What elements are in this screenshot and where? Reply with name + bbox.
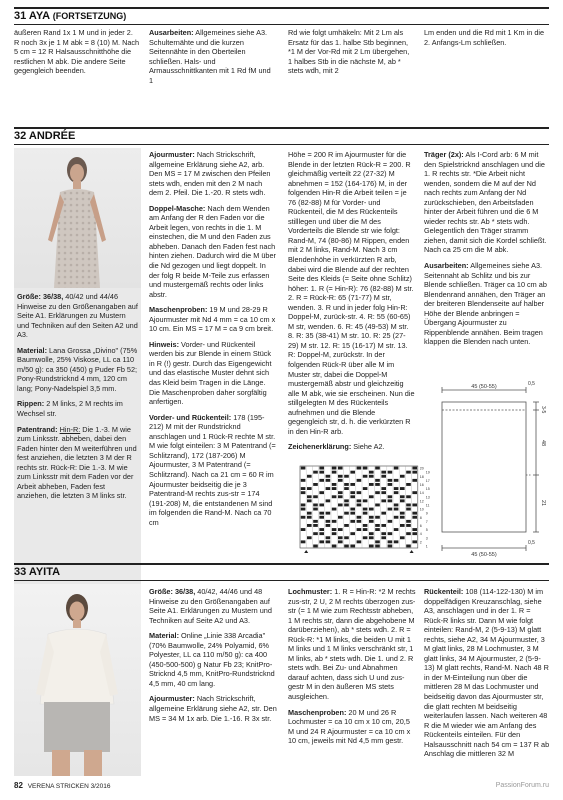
chart-cell — [375, 467, 380, 470]
chart-cell — [406, 504, 411, 507]
andree-column-4 — [424, 150, 550, 353]
chart-cell — [357, 491, 362, 494]
chart-row-number-odd: 5 — [425, 528, 428, 533]
section-31-column-2 — [149, 28, 275, 91]
schematic-top-width: 45 (50-55) — [471, 384, 497, 390]
chart-cell — [307, 516, 312, 519]
chart-cell — [326, 475, 331, 478]
chart-cell — [388, 483, 393, 486]
chart-cell — [369, 532, 374, 535]
chart-cell — [350, 495, 355, 498]
andree-label: Ajourmuster: — [149, 150, 195, 159]
chart-cell — [406, 532, 411, 535]
chart-cell — [344, 499, 349, 502]
ayita-maschenproben-text: 20 M und 26 R Lochmuster = ca 10 cm x 10 cm, 20,5 M und 24 R Ajourmuster = ca 10 cm x 10 cm, jeweils mit Nd 4,5 mm gestr. — [288, 707, 411, 746]
chart-cell — [412, 528, 417, 531]
chart-cell — [301, 504, 306, 507]
chart-cell — [332, 483, 337, 486]
andree-text: Nach Strickschrift, allgemeine Erklärung siehe A2, arb. Den MS = 17 M zwischen den Pfeilen stets wdh, enden mit den 2 M nach dem 2. Pfeil. Die 1.-20. R stets wdh. — [149, 150, 271, 198]
page-footer — [14, 782, 314, 791]
watermark: PassionForum.ru — [495, 782, 549, 789]
chart-cell — [301, 528, 306, 531]
andree-text: 19 M und 28-29 R Ajourmuster mit Nd 4 mm = ca 10 cm x 10 cm. Ein MS = 17 M = ca 9 cm breit. — [149, 305, 276, 334]
chart-cell — [357, 516, 362, 519]
chart-cell — [326, 499, 331, 502]
chart-cell — [388, 471, 393, 474]
chart-cell — [388, 508, 393, 511]
chart-cell — [301, 516, 306, 519]
chart-cell — [375, 524, 380, 527]
chart-cell — [412, 512, 417, 515]
andree-column-2 — [149, 150, 277, 533]
chart-row-number-odd: 19 — [425, 470, 430, 475]
chart-cell — [406, 483, 411, 486]
chart-cell — [375, 504, 380, 507]
chart-cell — [394, 479, 399, 482]
chart-cell — [412, 532, 417, 535]
chart-cell — [307, 475, 312, 478]
chart-cell — [338, 504, 343, 507]
chart-cell — [319, 528, 324, 531]
chart-cell — [375, 528, 380, 531]
chart-cell — [313, 495, 318, 498]
ayita-text: Online „Linie 338 Arcadia" (70% Baumwolle, 24% Polyamid, 6% Polyester, LL ca 110 m/50 g): ca 400 (450-500-500) g Natur Fb 23; KnitPro-Stricknd 4,5 mm, KnitPro-Rundstricknd 4,5 mm, 40 cm lang. — [149, 631, 275, 688]
traeger-text: Als I-Cord arb: 6 M mit den Spielstricknd anschlagen und die 1. R rechts str. *Die Arbeit nicht wenden, sondern die M auf der Nd nach rechts zum Anfang der Nd zurückschieben, den Arbeitsfaden hinter der Arbeit führen und die 6 M wieder rechts str. Ab * stets wdh. Gelegentlich den Träger stramm ziehen, damit sich die Kordel schließt. Nach ca 25 cm die M abk. — [424, 150, 547, 255]
dress-schematic — [424, 380, 550, 560]
schematic-height-upper: 48 — [540, 440, 546, 447]
chart-cell — [307, 487, 312, 490]
chart-row-number: 2 — [419, 540, 422, 545]
chart-cell — [375, 491, 380, 494]
chart-cell — [357, 528, 362, 531]
ayita-text: Nach Strickschrift, allgemeine Erklärung siehe A2, str. Den MS = 34 M 1x arb. Die 1.-16. R 3x str. — [149, 694, 277, 723]
chart-cell — [301, 491, 306, 494]
andree-paragraph — [149, 340, 277, 407]
chart-cell — [381, 487, 386, 490]
chart-cell — [412, 516, 417, 519]
chart-cell — [363, 487, 368, 490]
chart-cell — [381, 536, 386, 539]
rueckenteil-label: Rückenteil: — [424, 587, 464, 596]
chart-cell — [381, 499, 386, 502]
chart-cell — [338, 516, 343, 519]
chart-cell — [363, 508, 368, 511]
andree-paragraph — [149, 204, 277, 299]
chart-cell — [357, 467, 362, 470]
section-31-text-4: Lm enden und die Rd mit 1 Km in die 2. Anfangs-Lm schließen. — [424, 28, 545, 47]
chart-cell — [301, 479, 306, 482]
chart-cell — [319, 516, 324, 519]
chart-cell — [400, 487, 405, 490]
chart-row-number-odd: 11 — [425, 503, 430, 508]
magazine-name: VERENA STRICKEN 3/2016 — [27, 783, 111, 790]
chart-cell — [381, 512, 386, 515]
chart-row-number: 18 — [419, 474, 424, 479]
andree-text: Nach dem Wenden am Anfang der R den Faden vor die Arbeit legen, von rechts in die 1. M einstechen, die M und den Faden zus abheben. Danach den Faden fest nach hinten ziehen. Dadurch wird die M über die Nd gezogen und liegt doppelt. In der folg R beide M-Teile zus erfassen und mustergemäß rechts oder links abstr. — [149, 203, 276, 299]
chart-cell — [406, 524, 411, 527]
chart-cell — [338, 528, 343, 531]
chart-cell — [350, 471, 355, 474]
andree-label: Doppel-Masche: — [149, 203, 206, 213]
chart-cell — [338, 467, 343, 470]
chart-cell — [307, 536, 312, 539]
chart-cell — [375, 540, 380, 543]
chart-cell — [338, 491, 343, 494]
chart-cell — [313, 504, 318, 507]
chart-cell — [344, 483, 349, 486]
chart-cell — [344, 487, 349, 490]
schematic-bottom-right-value: 0,5 — [528, 540, 535, 546]
chart-cell — [332, 471, 337, 474]
chart-cell — [332, 520, 337, 523]
chart-row-number: 10 — [419, 507, 424, 512]
chart-cell — [313, 508, 318, 511]
section-31-column-4 — [424, 28, 550, 53]
traeger-label: Träger (2x): — [424, 150, 464, 159]
material-text: Lana Grossa „Divino" (75% Baumwolle, 25% Viskose, LL ca 110 m/50 g): ca 350 (450) g Puder Fb 52; Pony-Rundstricknd 4 mm, 120 cm lang; Pony-Nadelspiel 3,5 mm. — [17, 345, 138, 393]
chart-cell — [313, 524, 318, 527]
andree-paragraph — [149, 305, 277, 334]
ausarbeiten-label: Ausarbeiten: — [149, 28, 194, 37]
chart-cell — [363, 524, 368, 527]
section-33-title: AYITA — [28, 566, 61, 578]
andree-text-3: Höhe = 200 R im Ajourmuster für die Blende in der letzten Rück-R = 200. R gleichmäßig verteilt 22 (27-32) M abnehmen = 152 (164-176) M, in der folgenden Hin-R die Arbeit teilen = je 76 (82-88) M für Vorder- und Rückenteil, die M des Rückenteils stilllegen und über die M des Vorderteils die Blende str wie folgt: Rand-M, 74 (80-86) M Rippen, enden mit 2 M links, Rand-M. Nach 3 cm Blendenhöhe in verkürzten R arb, dabei wird die Blende auf der rechten Seite des Kleids (= Seite ohne Schlitz) höher: 1. R (= Hin-R): 76 (82-88) M str. 2. R = Rück-R: 65 (71-77) M str, wenden. 3. R und in jeder folg Hin-R: Doppel-M, zurück-str. 4. R: 55 (60-65) M str, wenden. 6. R: 45 (49-53) M str. 8. R: 35 (38-41) M str. 10. R: 25 (27-29) M str. 12. R: 15 (16-17) M str. 13. R: Doppel-M, zurückstr. In der folgenden Rück-R über alle M im Muster str, dabei die Doppel-M mustergemäß abstr und gleichzeitig alle M abk, wie sie erscheinen. Nun die stillgelegten M des Rückenteils aufnehmen und die Blende gegengleich str, d. h. die verkürzten R in den Hin-R arb. — [288, 150, 415, 436]
section-33-number: 33 — [14, 566, 27, 578]
chart-cell — [406, 508, 411, 511]
andree-column-3 — [288, 150, 416, 458]
schematic-bottom-width: 45 (50-55) — [471, 552, 497, 558]
chart-cell — [319, 471, 324, 474]
chart-repeat-arrow-icon — [304, 550, 308, 553]
rippen-text: 2 M links, 2 M rechts im Wechsel str. — [17, 399, 123, 419]
chart-cell — [388, 479, 393, 482]
chart-cell — [313, 545, 318, 548]
chart-cell — [388, 520, 393, 523]
chart-cell — [326, 540, 331, 543]
chart-cell — [332, 487, 337, 490]
section-33-header — [0, 563, 563, 581]
rueckenteil-text: 108 (114-122-130) M im doppelfädigen Kreuzanschlag, siehe A3, anschlagen und in der 1. R = Rück-R links str. Dann M wie folgt einteilen: Rand-M, 2 (5-9-13) M glatt rechts, siehe A2, 34 M Ajourmuster, 3 M glatt links, 28 M Lochmuster, 3 M glatt links, 34 M Ajourmuster, 2 (5-9-13) M glatt rechts, Rand-M. Nach 48 R in der M-Einteilung nun über die mittleren 28 M das Lochmuster und beidseitig davon das Ajourmuster str, die glatt rechten M beidseitig weiterlaufen lassen. Nach weiteren 48 R die M wieder wie am Anfang des Rückenteils einteilen. Für den Halsausschnitt nach 54 cm = 137 R ab Anschlag die mittleren 32 M — [424, 587, 550, 759]
chart-cell — [301, 508, 306, 511]
chart-cell — [394, 504, 399, 507]
section-32-title: ANDRÉE — [28, 130, 76, 142]
chart-row-number-odd: 15 — [425, 487, 430, 492]
ayita-maschenproben-label: Maschenproben: — [288, 707, 347, 717]
ayita-bold: 36/38, — [172, 587, 196, 596]
material-label: Material: — [17, 345, 48, 355]
chart-cell — [301, 487, 306, 490]
chart-cell — [369, 536, 374, 539]
chart-cell — [381, 475, 386, 478]
andree-info-text — [17, 292, 138, 507]
andree-ausarbeiten-label: Ausarbeiten: — [424, 261, 469, 271]
legend-label: Zeichenerklärung: — [288, 442, 352, 452]
lochmuster-label: Lochmuster: — [288, 587, 333, 596]
schematic-height-lower: 21 — [540, 500, 546, 507]
chart-cell — [369, 545, 374, 548]
chart-cell — [301, 467, 306, 470]
chart-cell — [381, 524, 386, 527]
chart-cell — [332, 528, 337, 531]
chart-cell — [313, 520, 318, 523]
groesse-label: Größe: — [17, 292, 41, 301]
chart-row-number-odd: 3 — [425, 536, 428, 541]
ayita-label: Ajourmuster: — [149, 694, 195, 704]
chart-cell — [357, 504, 362, 507]
chart-cell — [332, 467, 337, 470]
andree-label: Vorder- und Rückenteil: — [149, 412, 232, 422]
chart-cell — [350, 545, 355, 548]
patentrand-label: Patentrand: — [17, 424, 58, 434]
chart-cell — [326, 479, 331, 482]
chart-cell — [369, 495, 374, 498]
chart-cell — [388, 545, 393, 548]
ayita-column-3 — [288, 587, 416, 752]
chart-cell — [319, 540, 324, 543]
lochmuster-text: 1. R = Hin-R: *2 M rechts zus-str, 2 U, 2 M rechts überzogen zus-str (= 1 M wie zum Rechtsstr abheben, 1 M rechts str, dann die abgehobene M darüberziehen), ab * stets wdh. 2. R = Rück-R: *1 M links, die beiden U mit 1 M links und 1 M links verschränkt str, 1 M links, ab * stets wdh. Die 1. und 2. R stets wdh. Bei Zu- und Abnahmen darauf achten, dass sich U und zus-gestr M in den äußeren MS stets ausgleichen. — [288, 587, 416, 702]
chart-repeat-arrow-icon — [410, 550, 414, 553]
chart-cell — [313, 532, 318, 535]
chart-cell — [412, 479, 417, 482]
chart-cell — [369, 516, 374, 519]
chart-cell — [412, 504, 417, 507]
chart-cell — [381, 471, 386, 474]
chart-cell — [381, 491, 386, 494]
chart-cell — [301, 540, 306, 543]
chart-cell — [313, 471, 318, 474]
chart-cell — [350, 508, 355, 511]
ayita-paragraph — [149, 694, 277, 723]
chart-cell — [369, 520, 374, 523]
chart-cell — [326, 524, 331, 527]
rippen-label: Rippen: — [17, 399, 45, 409]
chart-cell — [319, 491, 324, 494]
chart-cell — [344, 545, 349, 548]
chart-cell — [375, 545, 380, 548]
chart-cell — [412, 467, 417, 470]
schematic-top-right-value: 0,5 — [528, 381, 535, 387]
chart-cell — [363, 528, 368, 531]
chart-cell — [375, 483, 380, 486]
ayita-sweater-photo — [14, 584, 141, 776]
chart-cell — [338, 479, 343, 482]
section-31-text-3: Rd wie folgt umhäkeln: Mit 2 Lm als Ersatz für das 1. halbe Stb beginnen, *1 M der Vor-Rd mit 2 Lm übergehen, 1 halbes Stb in die nächste M, ab * stets wdh, mit 2 — [288, 28, 410, 76]
ayita-label: Material: — [149, 631, 180, 641]
chart-cell — [412, 540, 417, 543]
andree-text: Vorder- und Rückenteil werden bis zur Blende in einem Stück in R (!) gestr. Durch das Eigengewicht und das elastische Muster dehnt sich das Kleid beim Tragen in die Länge. Die Maschenproben daher sorgfältig anfertigen. — [149, 339, 272, 407]
chart-cell — [344, 536, 349, 539]
chart-cell — [307, 495, 312, 498]
ayita-paragraph — [149, 587, 277, 625]
section-31-column-1 — [14, 28, 140, 82]
chart-cell — [375, 479, 380, 482]
chart-cell — [388, 540, 393, 543]
chart-row-number: 6 — [419, 524, 422, 528]
ayita-paragraph — [149, 631, 277, 688]
chart-cell — [319, 504, 324, 507]
chart-cell — [394, 491, 399, 494]
chart-cell — [307, 512, 312, 515]
chart-row-number: 12 — [419, 499, 424, 504]
chart-cell — [313, 483, 318, 486]
chart-cell — [369, 483, 374, 486]
patentrand-hinr: Hin-R: — [59, 424, 81, 434]
schematic-drawing — [424, 380, 550, 560]
section-31-number: 31 — [14, 10, 27, 22]
chart-cell — [369, 475, 374, 478]
chart-cell — [319, 532, 324, 535]
chart-cell — [357, 520, 362, 523]
chart-row-number: 20 — [419, 466, 424, 471]
chart-cell — [363, 512, 368, 515]
chart-cell — [363, 536, 368, 539]
andree-paragraph — [149, 150, 277, 198]
stitch-chart-grid — [290, 462, 438, 554]
chart-cell — [394, 540, 399, 543]
page-number: 82 — [14, 781, 23, 790]
section-32-number: 32 — [14, 130, 27, 142]
chart-cell — [319, 479, 324, 482]
chart-cell — [363, 475, 368, 478]
chart-cell — [332, 508, 337, 511]
chart-cell — [406, 495, 411, 498]
chart-frame — [300, 466, 418, 548]
schematic-side-small: 3-5 — [540, 406, 546, 414]
chart-row-number-odd: 13 — [425, 495, 430, 500]
chart-cell — [357, 499, 362, 502]
chart-cell — [307, 524, 312, 527]
andree-label: Hinweis: — [149, 339, 180, 349]
chart-cell — [332, 495, 337, 498]
chart-cell — [319, 467, 324, 470]
chart-cell — [400, 516, 405, 519]
chart-cell — [369, 508, 374, 511]
chart-row-number: 4 — [419, 532, 422, 537]
chart-cell — [369, 471, 374, 474]
ayita-label: Größe: — [149, 587, 173, 596]
chart-cell — [388, 495, 393, 498]
legend-text: Siehe A2. — [351, 442, 385, 452]
chart-cell — [406, 471, 411, 474]
andree-dress-photo — [14, 148, 141, 288]
chart-cell — [357, 479, 362, 482]
chart-cell — [381, 532, 386, 535]
chart-cell — [344, 504, 349, 507]
chart-cell — [332, 532, 337, 535]
chart-row-number: 14 — [419, 491, 424, 496]
chart-cell — [394, 508, 399, 511]
chart-cell — [338, 475, 343, 478]
groesse-bold: 36/38, — [42, 292, 64, 301]
chart-cell — [350, 491, 355, 494]
chart-cell — [400, 524, 405, 527]
chart-cell — [326, 512, 331, 515]
chart-cell — [350, 483, 355, 486]
chart-cell — [375, 516, 380, 519]
chart-cell — [412, 491, 417, 494]
chart-cell — [326, 536, 331, 539]
chart-row-number-odd: 7 — [425, 519, 428, 524]
ayita-column-2 — [149, 587, 277, 729]
andree-paragraph — [149, 413, 277, 528]
model-illustration-2 — [14, 584, 141, 776]
chart-cell — [394, 487, 399, 490]
chart-cell — [394, 467, 399, 470]
chart-cell — [400, 512, 405, 515]
chart-cell — [338, 536, 343, 539]
chart-row-number-odd: 1 — [425, 544, 428, 549]
section-31-text-1: äußeren Rand 1x 1 M und in jeder 2. R noch 3x je 1 M abk = 8 (10) M. Nach 5 cm = 12 R Halsausschnitthöhe die restlichen M abk. Die andere Seite gegengleich beenden. — [14, 28, 140, 76]
chart-cell — [394, 516, 399, 519]
chart-cell — [307, 499, 312, 502]
chart-cell — [394, 528, 399, 531]
chart-cell — [406, 520, 411, 523]
section-32-header — [0, 127, 563, 145]
chart-cell — [363, 467, 368, 470]
chart-cell — [344, 512, 349, 515]
chart-cell — [319, 512, 324, 515]
chart-cell — [350, 532, 355, 535]
chart-row-number-odd: 17 — [425, 478, 430, 483]
chart-cell — [357, 540, 362, 543]
chart-row-number: 8 — [419, 515, 422, 520]
section-31-column-3 — [288, 28, 414, 82]
chart-cell — [400, 495, 405, 498]
chart-cell — [400, 499, 405, 502]
section-31-text-2: Allgemeines siehe A3. Schulternähte und die kurzen Seitennähte in den Oberteilen schließen. Hals- und Armausschnittkanten mit 1 Rd fM und 1 — [149, 28, 271, 85]
chart-cell — [406, 545, 411, 548]
chart-cell — [412, 471, 417, 474]
chart-cell — [350, 512, 355, 515]
chart-cell — [338, 495, 343, 498]
chart-cell — [326, 520, 331, 523]
andree-label: Maschenproben: — [149, 305, 208, 315]
chart-cell — [350, 520, 355, 523]
groesse-text: 40/42 und 44/46 Hinweise zu den Größenangaben auf Seite A1. Erklärungen zu Mustern und Techniken auf den Seiten A2 und A3. — [17, 292, 138, 340]
ajourmuster-chart — [290, 462, 438, 554]
patentrand-text: Die 1.-3. M wie zum Linksstr. abheben, dabei den Faden hinter den M weiterführen und fest anziehen, die letzten 3 M der R rechts str. Rück-R: Die 1.-3. M wie zum Linksstr mit dem Faden vor der Arbeit abheben, Faden fest anziehen, die letzten 3 M links str. — [17, 424, 137, 501]
ayita-column-4 — [424, 587, 550, 765]
chart-row-number: 16 — [419, 483, 424, 487]
section-31-header — [0, 7, 563, 25]
ayita-text: 40/42, 44/46 und 48 Hinweise zu den Größenangaben auf Seite A1. Erklärungen zu Mustern und Techniken auf Seite A2 und A3. — [149, 587, 272, 625]
andree-text: 178 (195-212) M mit der Rundstricknd anschlagen und 1 Rück-R rechte M str. M wie folgt einteilen: 3 M Patentrand (= Schlitzrand), 172 (187-206) M Ajourmuster, 3 M Patentrand (= Schlitzrand). Nach ca 21 cm = 60 R im Ajourmuster beidseitig die je 3 Patentrand-M rechts zus-str = 174 (191-208) M, die entstandenen M sind im folgenden die Rand-M. Nach ca 70 cm — [149, 412, 276, 527]
chart-cell — [332, 545, 337, 548]
chart-cell — [400, 536, 405, 539]
section-31-subtitle: (FORTSETZUNG) — [52, 11, 127, 21]
chart-cell — [388, 499, 393, 502]
section-31-title: AYA — [28, 10, 50, 22]
chart-cell — [344, 524, 349, 527]
chart-row-number-odd: 9 — [425, 511, 428, 516]
chart-cell — [344, 475, 349, 478]
chart-cell — [363, 499, 368, 502]
chart-cell — [338, 540, 343, 543]
andree-ausarbeiten-text: Allgemeines siehe A3. Seitennaht ab Schlitz und bis zur Blende schließen. Träger ca 10 cm ab Blendenrand annähen, den Träger an der breiteren Blendenseite auf halber Höhe der Blende anbringen = Übergang Ajourmuster zu Rippenblende annähen. Beim tragen klappen die Blenden nach unten. — [424, 261, 547, 347]
chart-cell — [400, 475, 405, 478]
chart-cell — [388, 532, 393, 535]
model-illustration — [14, 148, 141, 288]
chart-cell — [326, 487, 331, 490]
